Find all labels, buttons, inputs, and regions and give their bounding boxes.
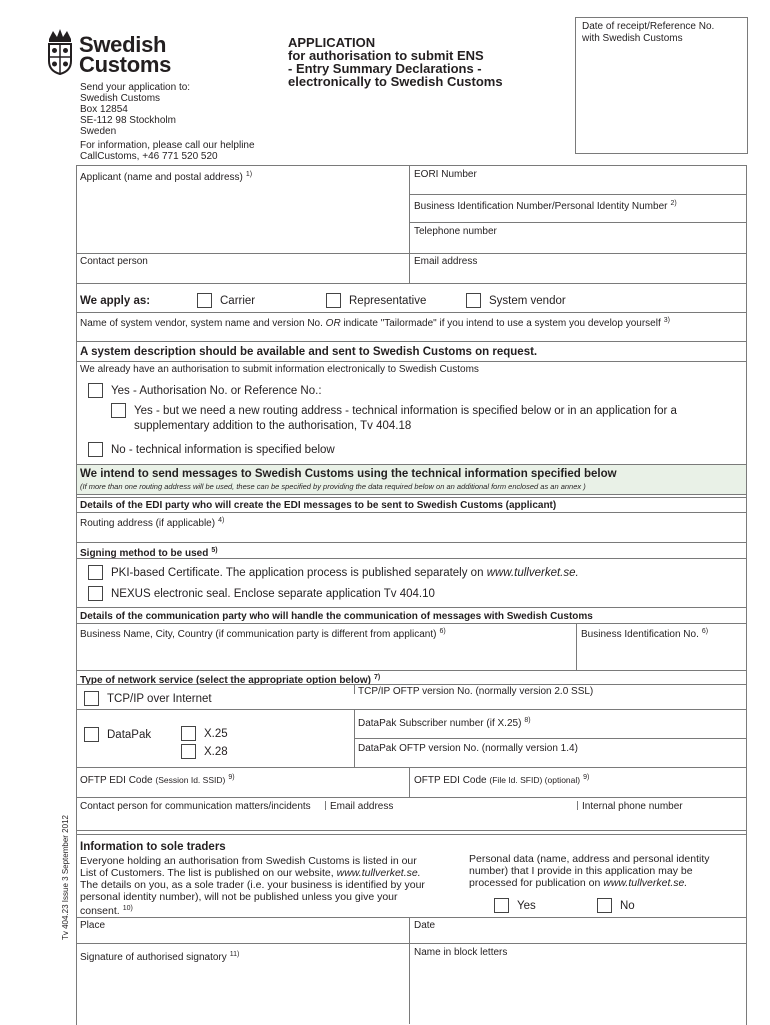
tcpip-oftp-label: TCP/IP OFTP version No. (normally version 2.0 SSL)	[358, 686, 594, 697]
nexus-checkbox[interactable]	[88, 586, 103, 601]
eori-label: EORI Number	[414, 169, 477, 180]
sole-text: personal identity number), will not be published unless you give your	[80, 891, 398, 903]
date-label: Date	[414, 920, 436, 931]
send-line: Box 12854	[80, 104, 128, 115]
comm-email-label: Email address	[330, 801, 394, 812]
dp-oftp-label: DataPak OFTP version No. (normally version 1.4)	[358, 743, 578, 754]
system-vendor-checkbox[interactable]	[466, 293, 481, 308]
page-subtitle: for authorisation to submit ENS	[288, 48, 484, 63]
sole-text: List of Customers. The list is published on our website, www.tullverket.se.	[80, 867, 421, 879]
bin-label: Business Identification Number/Personal Identity Number $^{2)}$	[414, 200, 677, 212]
apply-label: We apply as:	[80, 295, 151, 307]
signing-heading: Signing method to be used $^{5)}$	[80, 547, 218, 559]
comm-bin-label: Business Identification No. $^{6)}$	[581, 628, 709, 640]
send-heading: Send your application to:	[80, 82, 191, 93]
sole-text: Everyone holding an authorisation from Swedish Customs is listed in our	[80, 855, 417, 867]
signature-input[interactable]	[77, 962, 408, 1017]
datapak-label: DataPak	[107, 729, 152, 741]
applicant-input[interactable]	[77, 182, 408, 254]
form-code: Tv 404.23 Issue 3 September 2012	[61, 815, 70, 940]
logo-text-customs: Customs	[79, 52, 172, 77]
x28-checkbox[interactable]	[181, 744, 196, 759]
sole-text: The details on you, as a sole trader (i.e. your business is identified by your	[80, 879, 425, 891]
email-label: Email address	[414, 256, 478, 267]
consent-yes-label: Yes	[517, 900, 536, 912]
place-label: Place	[80, 920, 106, 931]
sole-text: consent. $^{10)}$	[80, 905, 133, 917]
intend-note: (If more than one routing address will be used, these can be specified by providing the data required below on an additional form enclosed as an annex )	[80, 482, 586, 491]
send-line: Swedish Customs	[80, 93, 161, 104]
pki-checkbox[interactable]	[88, 565, 103, 580]
page-title: APPLICATION	[288, 35, 376, 50]
sole-heading: Information to sole traders	[80, 841, 226, 853]
consent-no-checkbox[interactable]	[597, 898, 612, 913]
consent-yes-checkbox[interactable]	[494, 898, 509, 913]
comm-name-label: Business Name, City, Country (if communication party is different from applicant) $^{6)}$	[80, 628, 446, 640]
datapak-checkbox[interactable]	[84, 727, 99, 742]
no-tech-label: No - technical information is specified below	[111, 444, 335, 456]
edi-heading: Details of the EDI party who will create the EDI messages to be sent to Swedish Customs (applicant)	[80, 500, 557, 511]
representative-checkbox[interactable]	[326, 293, 341, 308]
block-name-label: Name in block letters	[414, 947, 508, 958]
oftp-sfid-label: OFTP EDI Code (File Id. SFID) (optional) $^{9)}$	[414, 774, 590, 786]
carrier-label: Carrier	[220, 295, 256, 307]
pki-label: PKI-based Certificate. The application process is published separately on www.tullverket.se.	[111, 567, 579, 579]
carrier-checkbox[interactable]	[197, 293, 212, 308]
consent-no-label: No	[620, 900, 635, 912]
tcpip-label: TCP/IP over Internet	[107, 693, 212, 705]
block-name-input[interactable]	[410, 962, 745, 1017]
yes-new-routing-checkbox[interactable]	[111, 403, 126, 418]
yes-new-routing-label-cont: supplementary addition to the authorisation, Tv 404.18	[134, 420, 412, 432]
already-label: We already have an authorisation to submit information electronically to Swedish Customs	[80, 364, 479, 375]
system-vendor-label: System vendor	[489, 295, 566, 307]
representative-label: Representative	[349, 295, 427, 307]
send-line: Sweden	[80, 126, 117, 137]
receipt-label: with Swedish Customs	[582, 33, 683, 44]
intend-heading: We intend to send messages to Swedish Customs using the technical information specified below	[80, 468, 617, 480]
receipt-label: Date of receipt/Reference No.	[582, 21, 715, 32]
info-line: CallCustoms, +46 771 520 520	[80, 151, 218, 162]
tcpip-checkbox[interactable]	[84, 691, 99, 706]
comm-contact-label: Contact person for communication matters/incidents	[80, 801, 311, 812]
logo-text-swedish: Swedish	[79, 32, 167, 57]
signature-label: Signature of authorised signatory $^{11)}$	[80, 951, 240, 963]
routing-label: Routing address (if applicable) $^{4)}$	[80, 517, 225, 529]
contact-label: Contact person	[80, 256, 148, 267]
crown-shield-icon	[45, 27, 75, 75]
phone-label: Telephone number	[414, 226, 497, 237]
sole-consent-text: processed for publication on www.tullverket.se.	[469, 877, 688, 889]
nexus-label: NEXUS electronic seal. Enclose separate application Tv 404.10	[111, 588, 435, 600]
x25-checkbox[interactable]	[181, 726, 196, 741]
vendor-desc: Name of system vendor, system name and version No. OR indicate "Tailormade" if you intend to use a system you develop yourself $^{3)}$	[80, 317, 670, 329]
x25-label: X.25	[204, 728, 228, 740]
x28-label: X.28	[204, 746, 228, 758]
send-line: SE-112 98 Stockholm	[80, 115, 176, 126]
info-line: For information, please call our helpline	[80, 140, 255, 151]
dp-sub-label: DataPak Subscriber number (if X.25) $^{8)}$	[358, 717, 531, 729]
oftp-ssid-label: OFTP EDI Code (Session Id. SSID) $^{9)}$	[80, 774, 235, 786]
sole-consent-text: Personal data (name, address and personal identity	[469, 853, 710, 865]
applicant-label: Applicant (name and postal address) $^{1)}$	[80, 171, 253, 183]
routing-input[interactable]	[77, 527, 745, 542]
no-tech-checkbox[interactable]	[88, 442, 103, 457]
network-heading: Type of network service (select the appropriate option below) $^{7)}$	[80, 674, 381, 686]
yes-new-routing-label: Yes - but we need a new routing address - technical information is specified below or in an application for a	[134, 405, 677, 417]
yes-auth-label: Yes - Authorisation No. or Reference No.:	[111, 385, 322, 397]
page-subtitle: electronically to Swedish Customs	[288, 74, 503, 89]
comm-heading: Details of the communication party who will handle the communication of messages with Swedish Customs	[80, 611, 593, 622]
sole-consent-text: number) that I provide in this application may be	[469, 865, 693, 877]
internal-phone-label: Internal phone number	[582, 801, 683, 812]
yes-auth-checkbox[interactable]	[88, 383, 103, 398]
page-subtitle: - Entry Summary Declarations -	[288, 61, 482, 76]
sysdesc-heading: A system description should be available and sent to Swedish Customs on request.	[80, 346, 538, 358]
